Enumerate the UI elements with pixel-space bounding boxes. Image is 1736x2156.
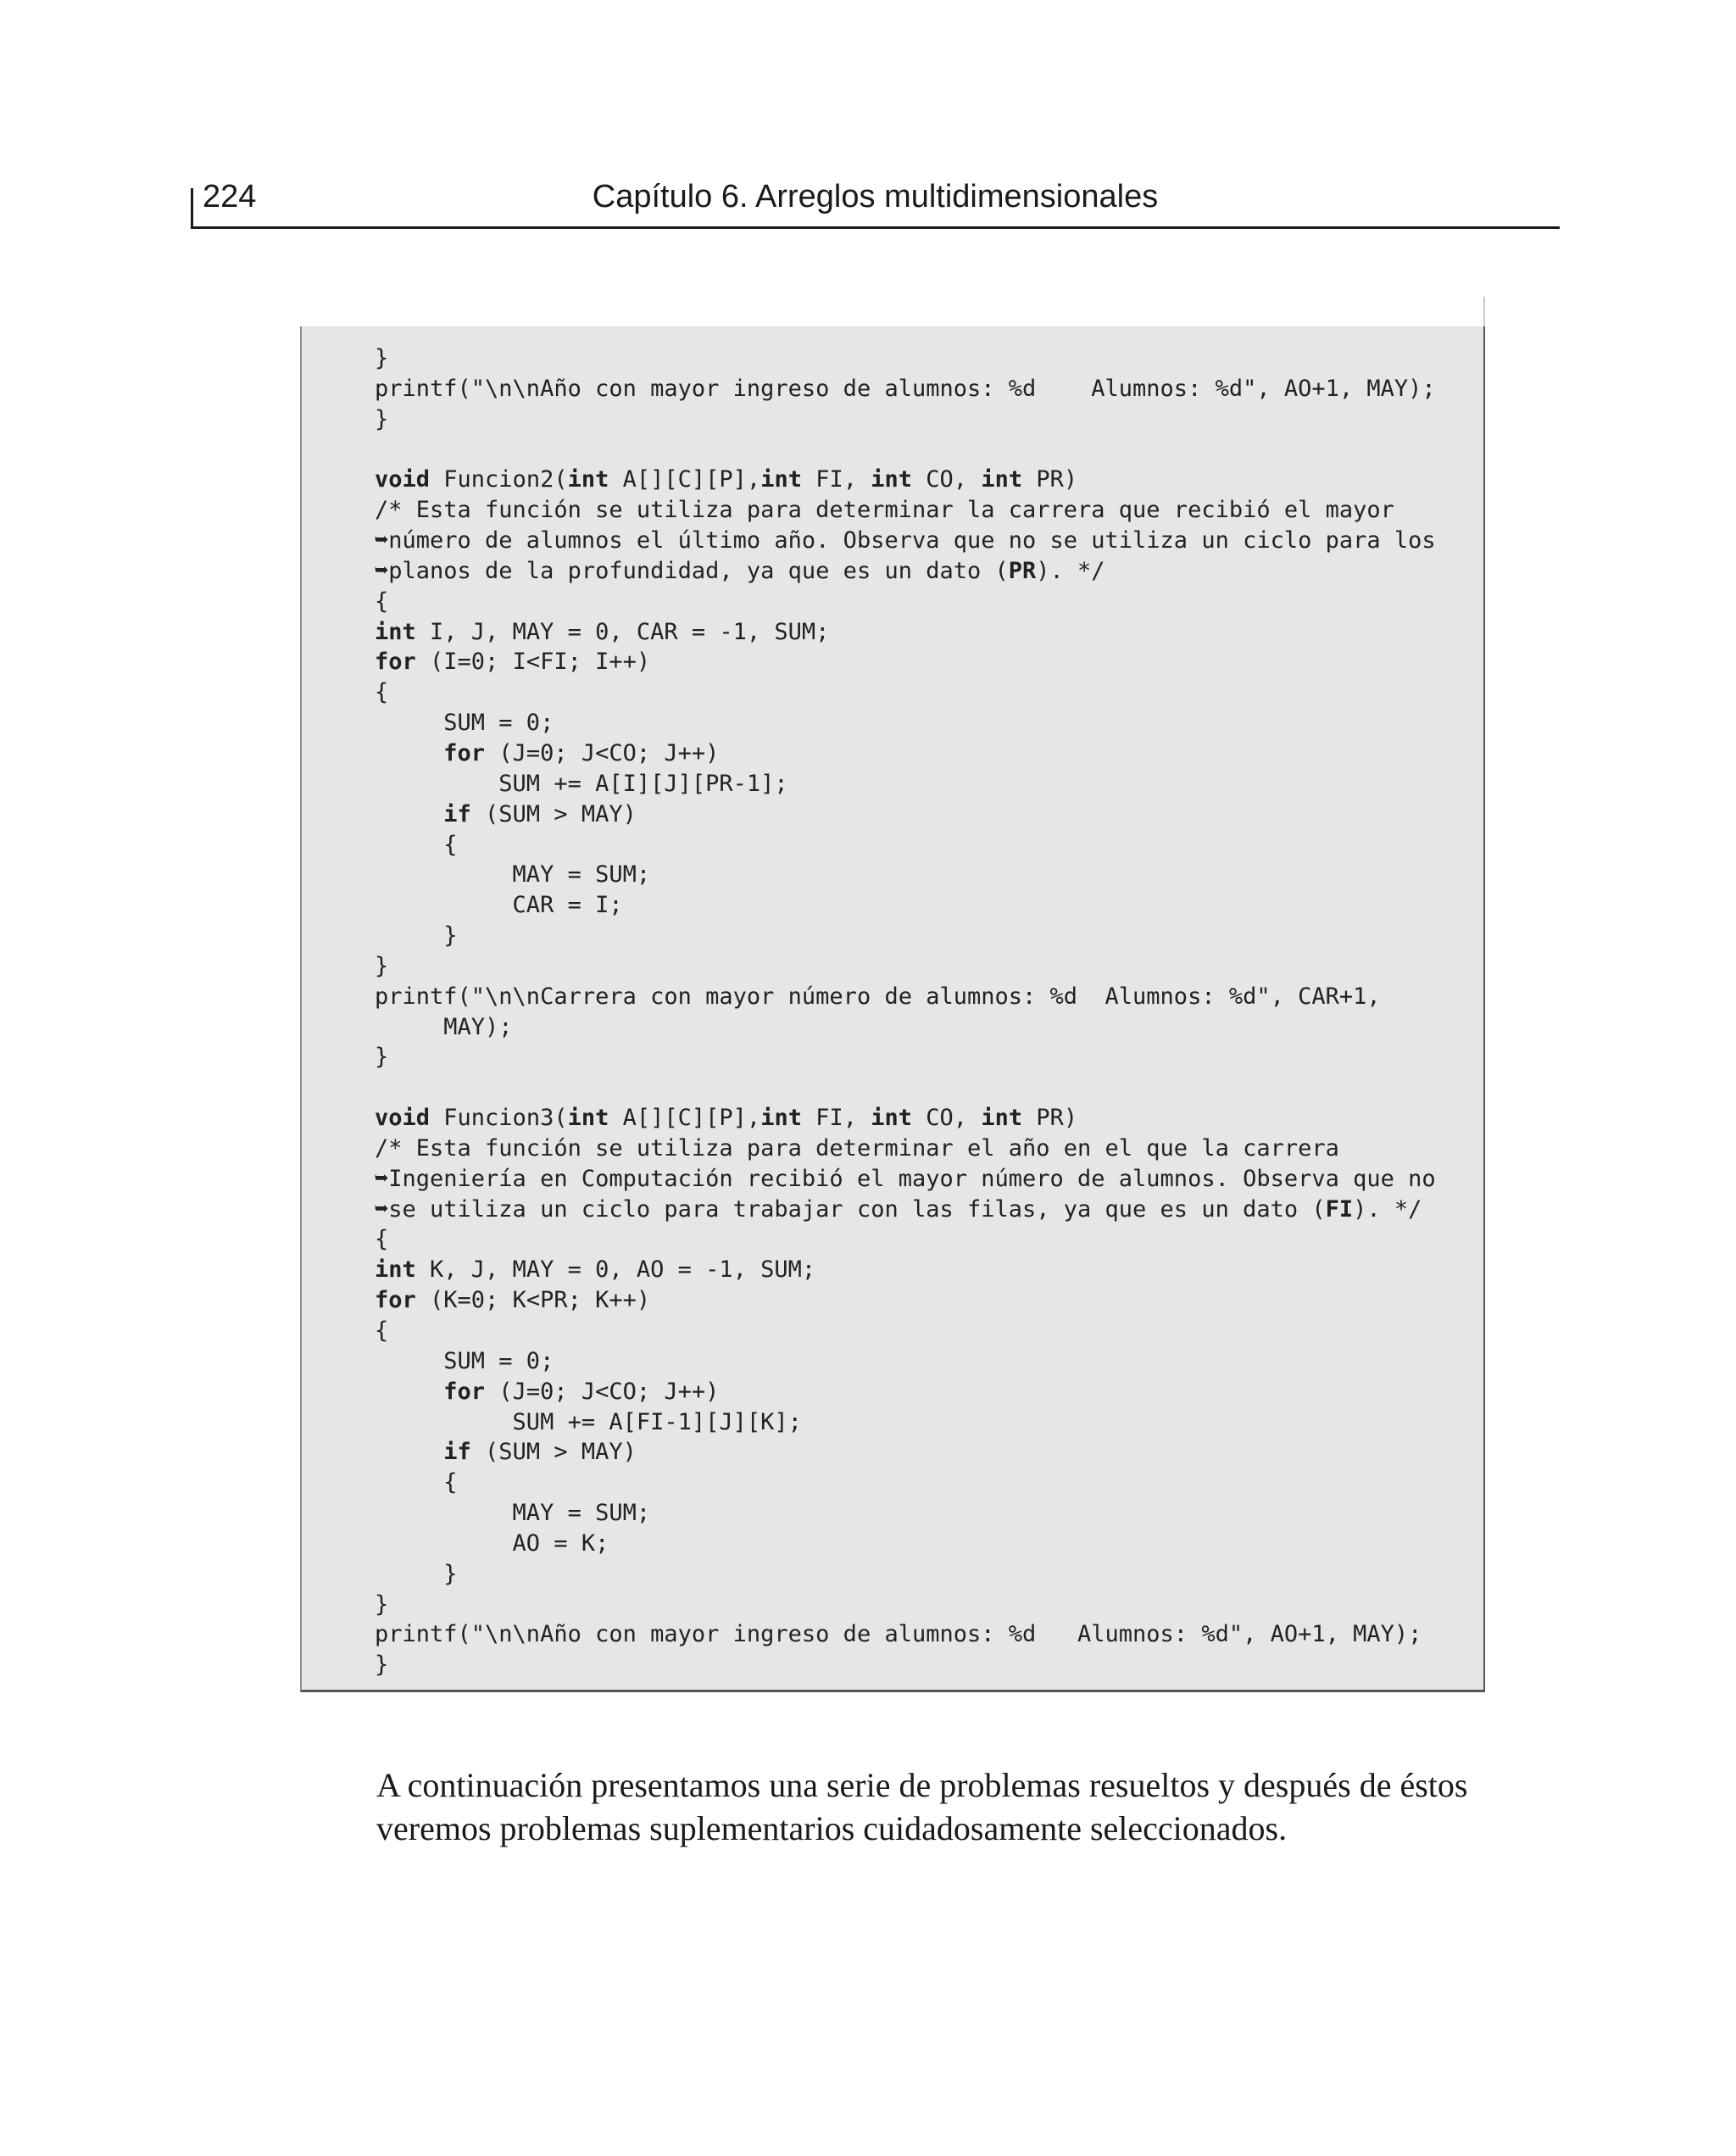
code-text: CAR = I; <box>375 892 623 919</box>
code-line <box>375 1164 1436 1195</box>
code-line <box>375 1498 1436 1529</box>
code-keyword: int <box>981 1105 1023 1132</box>
code-keyword: if <box>443 1439 471 1466</box>
code-text: (I=0; I<FI; I++) <box>415 649 651 676</box>
code-text: ). */ <box>1353 1195 1422 1223</box>
code-keyword: int <box>567 1105 609 1132</box>
code-text: I, J, MAY = 0, CAR = -1, SUM; <box>415 618 830 645</box>
code-line <box>375 1103 1436 1134</box>
code-line <box>375 1195 1436 1225</box>
code-line <box>375 1590 1436 1620</box>
code-keyword: int <box>871 466 913 493</box>
chapter-title: Capítulo 6. Arreglos multidimensionales <box>592 179 1159 214</box>
code-text: CO, <box>912 466 982 493</box>
code-keyword: int <box>760 1105 802 1132</box>
code-text: SUM += A[FI-1][J][K]; <box>375 1408 802 1435</box>
code-text <box>375 1379 443 1405</box>
code-line <box>375 1468 1436 1498</box>
code-line <box>375 1407 1436 1438</box>
code-listing <box>375 343 1436 1680</box>
code-text: Funcion2( <box>430 466 568 493</box>
code-keyword: int <box>567 466 609 493</box>
code-text: /* Esta función se utiliza para determinar la carrera que recibió el mayor <box>375 497 1394 524</box>
code-text: } <box>375 1044 389 1071</box>
code-text: printf("\n\nCarrera con mayor número de alumnos: %d Alumnos: %d", CAR+1, <box>375 983 1381 1010</box>
code-text: { <box>375 1318 389 1344</box>
code-line <box>375 1346 1436 1377</box>
code-text <box>375 801 443 827</box>
code-text: } <box>375 1560 458 1587</box>
code-keyword: int <box>871 1105 913 1132</box>
code-line <box>375 1316 1436 1346</box>
code-line <box>375 708 1436 738</box>
code-line <box>375 1285 1436 1316</box>
code-text: { <box>375 831 458 858</box>
code-text: FI, <box>801 466 871 493</box>
code-text: (J=0; J<CO; J++) <box>485 1378 720 1405</box>
code-line <box>375 830 1436 861</box>
code-text: SUM += A[I][J][PR-1]; <box>375 770 788 797</box>
code-text: ➥planos de la profundidad, ya que es un dato ( <box>375 557 1009 584</box>
code-text: { <box>375 588 389 615</box>
code-text: MAY = SUM; <box>375 1500 651 1527</box>
code-text: (SUM > MAY) <box>470 1439 637 1466</box>
code-text: ➥se utiliza un ciclo para trabajar con las filas, ya que es un dato ( <box>375 1195 1326 1223</box>
code-line <box>375 738 1436 769</box>
code-text: ➥Ingeniería en Computación recibió el mayor número de alumnos. Observa que no <box>375 1165 1436 1192</box>
code-text: SUM = 0; <box>375 710 554 737</box>
code-text: PR) <box>1022 1105 1078 1132</box>
code-text: } <box>375 952 389 979</box>
code-keyword: for <box>443 1378 486 1405</box>
code-text: MAY); <box>375 1013 513 1040</box>
code-keyword: void <box>375 466 431 493</box>
code-text: (SUM > MAY) <box>470 800 637 827</box>
code-line <box>375 951 1436 982</box>
code-line <box>375 556 1436 587</box>
code-line <box>375 1650 1436 1680</box>
code-text: ). */ <box>1036 557 1105 584</box>
code-text: MAY = SUM; <box>375 861 651 889</box>
code-keyword: void <box>375 1105 431 1132</box>
code-keyword: for <box>443 739 486 766</box>
code-text: } <box>375 1591 389 1618</box>
code-text <box>375 1439 443 1465</box>
code-keyword: int <box>375 1256 416 1284</box>
code-line <box>375 617 1436 648</box>
code-text <box>375 740 443 766</box>
code-line <box>375 404 1436 435</box>
page-number: 224 <box>203 179 257 214</box>
code-line <box>375 1255 1436 1285</box>
code-line <box>375 1072 1436 1103</box>
code-text: SUM = 0; <box>375 1347 554 1374</box>
code-line <box>375 1224 1436 1255</box>
code-text: } <box>375 1652 389 1679</box>
code-line <box>375 890 1436 921</box>
code-text: ➥número de alumnos el último año. Observa que no se utiliza un ciclo para los <box>375 527 1436 554</box>
code-text: A[][C][P], <box>609 466 761 493</box>
code-keyword: int <box>375 618 416 645</box>
running-header <box>191 170 1560 229</box>
code-line <box>375 587 1436 617</box>
code-line <box>375 921 1436 951</box>
code-line <box>375 982 1436 1012</box>
code-line <box>375 343 1436 374</box>
code-line <box>375 677 1436 708</box>
code-text: /* Esta función se utiliza para determinar el año en el que la carrera <box>375 1134 1339 1162</box>
code-text: PR) <box>1022 466 1078 493</box>
code-text: } <box>375 345 389 371</box>
code-line <box>375 860 1436 890</box>
code-text: A[][C][P], <box>609 1105 761 1132</box>
code-text: { <box>375 1469 458 1496</box>
header-rule <box>191 226 1560 229</box>
code-line <box>375 799 1436 830</box>
code-line <box>375 374 1436 404</box>
code-text: printf("\n\nAño con mayor ingreso de alumnos: %d Alumnos: %d", AO+1, MAY); <box>375 1621 1422 1648</box>
code-line <box>375 769 1436 799</box>
code-keyword: if <box>443 800 471 827</box>
code-line <box>375 1559 1436 1590</box>
code-line <box>375 1134 1436 1164</box>
code-line <box>375 435 1436 465</box>
code-line <box>375 495 1436 526</box>
code-text: AO = K; <box>375 1529 609 1557</box>
code-line <box>375 647 1436 677</box>
code-text: } <box>375 405 389 432</box>
body-paragraph <box>376 1763 1504 1850</box>
body-line: veremos problemas suplementarios cuidadosamente seleccionados. <box>376 1809 1288 1847</box>
code-text: { <box>375 1226 389 1253</box>
code-keyword: for <box>375 1287 416 1314</box>
code-line <box>375 1437 1436 1468</box>
code-keyword: int <box>760 466 802 493</box>
code-keyword: int <box>981 466 1023 493</box>
code-line <box>375 1377 1436 1407</box>
code-line <box>375 526 1436 556</box>
code-box-top-edge <box>300 297 1485 326</box>
code-text: (J=0; J<CO; J++) <box>485 739 720 766</box>
code-text: FI, <box>801 1105 871 1132</box>
code-line <box>375 1619 1436 1650</box>
code-text: printf("\n\nAño con mayor ingreso de alumnos: %d Alumnos: %d", AO+1, MAY); <box>375 375 1436 402</box>
code-text: } <box>375 922 458 950</box>
code-line <box>375 1042 1436 1072</box>
code-text: { <box>375 679 389 706</box>
body-line: A continuación presentamos una serie de problemas resueltos y después de éstos <box>376 1766 1468 1804</box>
code-keyword: for <box>375 649 416 676</box>
code-keyword: PR <box>1008 557 1037 584</box>
code-line <box>375 1012 1436 1043</box>
code-line <box>375 465 1436 495</box>
code-listing-box <box>300 326 1485 1692</box>
code-text: K, J, MAY = 0, AO = -1, SUM; <box>415 1256 816 1284</box>
code-text: CO, <box>912 1105 982 1132</box>
code-keyword: FI <box>1325 1195 1354 1223</box>
code-text: (K=0; K<PR; K++) <box>415 1287 651 1314</box>
code-line <box>375 1529 1436 1559</box>
code-text: Funcion3( <box>430 1105 568 1132</box>
